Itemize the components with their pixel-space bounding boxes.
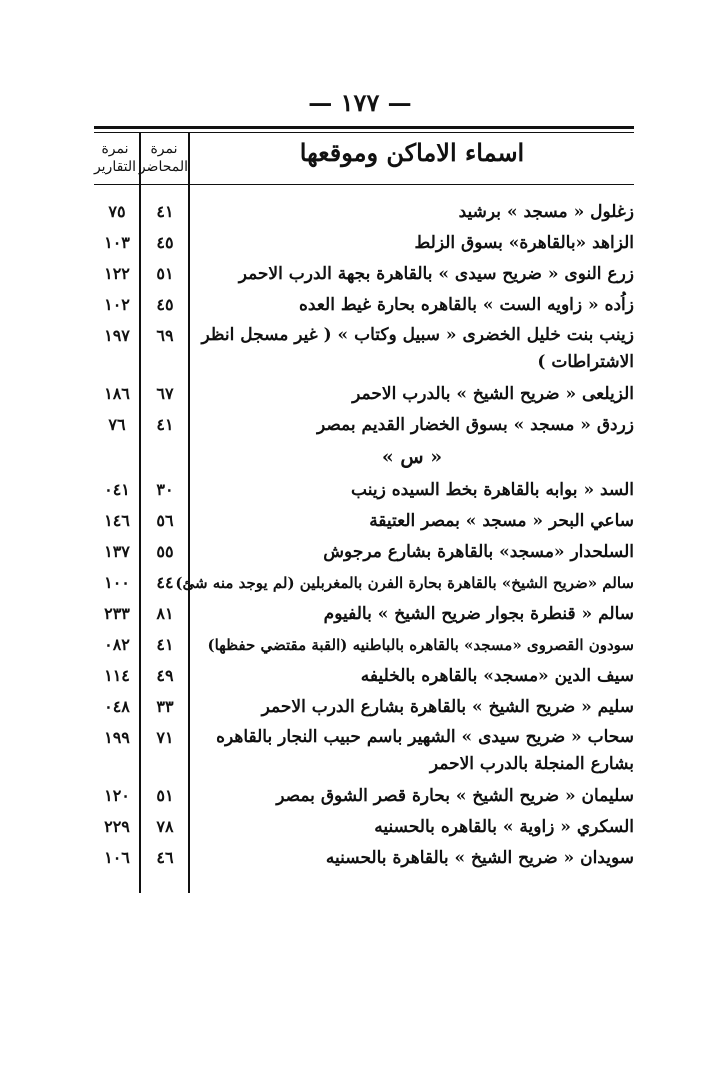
place-name: الزيلعى « ضريح الشيخ » بالدرب الاحمر xyxy=(352,384,634,404)
table-row xyxy=(0,813,720,844)
taqarir-number: ١٠٠ xyxy=(104,573,130,592)
top-double-rule-thick xyxy=(94,126,634,129)
taqarir-number: ٧٥ xyxy=(108,202,126,221)
table-row xyxy=(0,693,720,724)
taqarir-number: ٢٣٣ xyxy=(104,604,130,623)
table-row xyxy=(0,476,720,507)
mahadir-number: ٤١ xyxy=(156,415,174,434)
taqarir-number: ١٢٢ xyxy=(104,264,130,283)
taqarir-number: ١٣٧ xyxy=(104,542,130,561)
table-row xyxy=(0,291,720,322)
taqarir-number: ١١٤ xyxy=(104,666,130,685)
place-name: سودون القصروى «مسجد» بالقاهره بالباطنيه (القبة مقتضي حفظها) xyxy=(207,636,634,654)
taqarir-number: ١٢٠ xyxy=(104,786,130,805)
top-double-rule-thin xyxy=(94,132,634,133)
mahadir-number: ٤٦ xyxy=(156,848,174,867)
taqarir-number: ١٩٩ xyxy=(104,728,130,747)
table-row xyxy=(0,538,720,569)
place-name: السد « بوابه بالقاهرة بخط السيده زينب xyxy=(351,480,634,500)
mahadir-number: ٣٠ xyxy=(156,480,174,499)
header-col-taqarir: نمرة التقارير xyxy=(93,141,137,175)
taqarir-number: ١٠٢ xyxy=(104,295,130,314)
table-row xyxy=(0,724,720,782)
table-row xyxy=(0,844,720,875)
table-row xyxy=(0,229,720,260)
taqarir-number: ٠٤٨ xyxy=(104,697,130,716)
taqarir-number: ١٩٧ xyxy=(104,326,130,345)
mahadir-number: ٤٥ xyxy=(156,233,174,252)
mahadir-number: ٤٤ xyxy=(156,573,174,592)
taqarir-number: ٧٦ xyxy=(108,415,126,434)
table-row xyxy=(0,198,720,229)
mahadir-number: ٧٨ xyxy=(156,817,174,836)
place-name: زردق « مسجد » بسوق الخضار القديم بمصر xyxy=(316,415,634,435)
place-name: سليم « ضريح الشيخ » بالقاهرة بشارع الدرب الاحمر xyxy=(261,697,634,717)
place-name: سالم « قنطرة بجوار ضريح الشيخ » بالفيوم xyxy=(323,604,634,624)
place-name: ساعي البحر « مسجد » بمصر العتيقة xyxy=(369,511,634,531)
mahadir-number: ٥٥ xyxy=(156,542,174,561)
place-name: سليمان « ضريح الشيخ » بحارة قصر الشوق بمصر xyxy=(276,786,634,806)
taqarir-number: ١٠٣ xyxy=(104,233,130,252)
mahadir-number: ٤٩ xyxy=(156,666,174,685)
place-name: زينب بنت خليل الخضرى « سبيل وكتاب » ( غير مسجل انظر الاشتراطات ) xyxy=(201,325,634,372)
header-col-mahadir: نمرة المحاضر xyxy=(138,141,188,175)
place-name: الزاهد «بالقاهرة» بسوق الزلط xyxy=(414,233,634,253)
taqarir-number: ٠٨٢ xyxy=(104,635,130,654)
mahadir-number: ٣٣ xyxy=(156,697,174,716)
place-name: زغلول « مسجد » برشيد xyxy=(458,202,634,222)
header-rule xyxy=(94,184,634,185)
mahadir-number: ٥١ xyxy=(156,264,174,283)
place-name: السكري « زاوية » بالقاهره بالحسنيه xyxy=(374,817,634,837)
table-row xyxy=(0,782,720,813)
mahadir-number: ٦٩ xyxy=(156,326,174,345)
table-row xyxy=(0,631,720,662)
mahadir-number: ٦٧ xyxy=(156,384,174,403)
taqarir-number: ١٤٦ xyxy=(104,511,130,530)
mahadir-number: ٤١ xyxy=(156,202,174,221)
place-name: زاُده « زاويه الست » بالقاهره بحارة غيط العده xyxy=(299,295,634,315)
taqarir-number: ١٠٦ xyxy=(104,848,130,867)
mahadir-number: ٤١ xyxy=(156,635,174,654)
places-table xyxy=(0,198,720,875)
table-row xyxy=(0,411,720,442)
taqarir-number: ٠٤١ xyxy=(104,480,130,499)
place-name: سيف الدين «مسجد» بالقاهره بالخليفه xyxy=(360,666,634,686)
header-title: اسماء الاماكن وموقعها xyxy=(299,138,525,167)
place-name: سويدان « ضريح الشيخ » بالقاهرة بالحسنيه xyxy=(325,848,634,868)
table-row xyxy=(0,322,720,380)
taqarir-number: ٢٢٩ xyxy=(104,817,130,836)
mahadir-number: ٤٥ xyxy=(156,295,174,314)
table-row xyxy=(0,662,720,693)
table-row xyxy=(0,380,720,411)
table-row xyxy=(0,569,720,600)
mahadir-number: ٧١ xyxy=(156,728,174,747)
place-name: زرع النوى « ضريح سيدى » بالقاهرة بجهة الدرب الاحمر xyxy=(238,264,634,284)
table-row xyxy=(0,507,720,538)
page-number: — ١٧٧ — xyxy=(308,88,412,117)
section-heading-row xyxy=(0,442,720,476)
mahadir-number: ٥٦ xyxy=(156,511,174,530)
place-name: سحاب « ضريح سيدى » الشهير باسم حبيب النجار بالقاهره بشارع المنجلة بالدرب الاحمر xyxy=(216,727,634,774)
mahadir-number: ٥١ xyxy=(156,786,174,805)
place-name: السلحدار «مسجد» بالقاهرة بشارع مرجوش xyxy=(323,542,634,562)
place-name: سالم «ضريح الشيخ» بالقاهرة بحارة الفرن بالمغربلين (لم يوجد منه شئ) xyxy=(175,574,634,592)
taqarir-number: ١٨٦ xyxy=(104,384,130,403)
section-heading: « س » xyxy=(381,446,443,468)
table-row xyxy=(0,260,720,291)
table-row xyxy=(0,600,720,631)
mahadir-number: ٨١ xyxy=(156,604,174,623)
